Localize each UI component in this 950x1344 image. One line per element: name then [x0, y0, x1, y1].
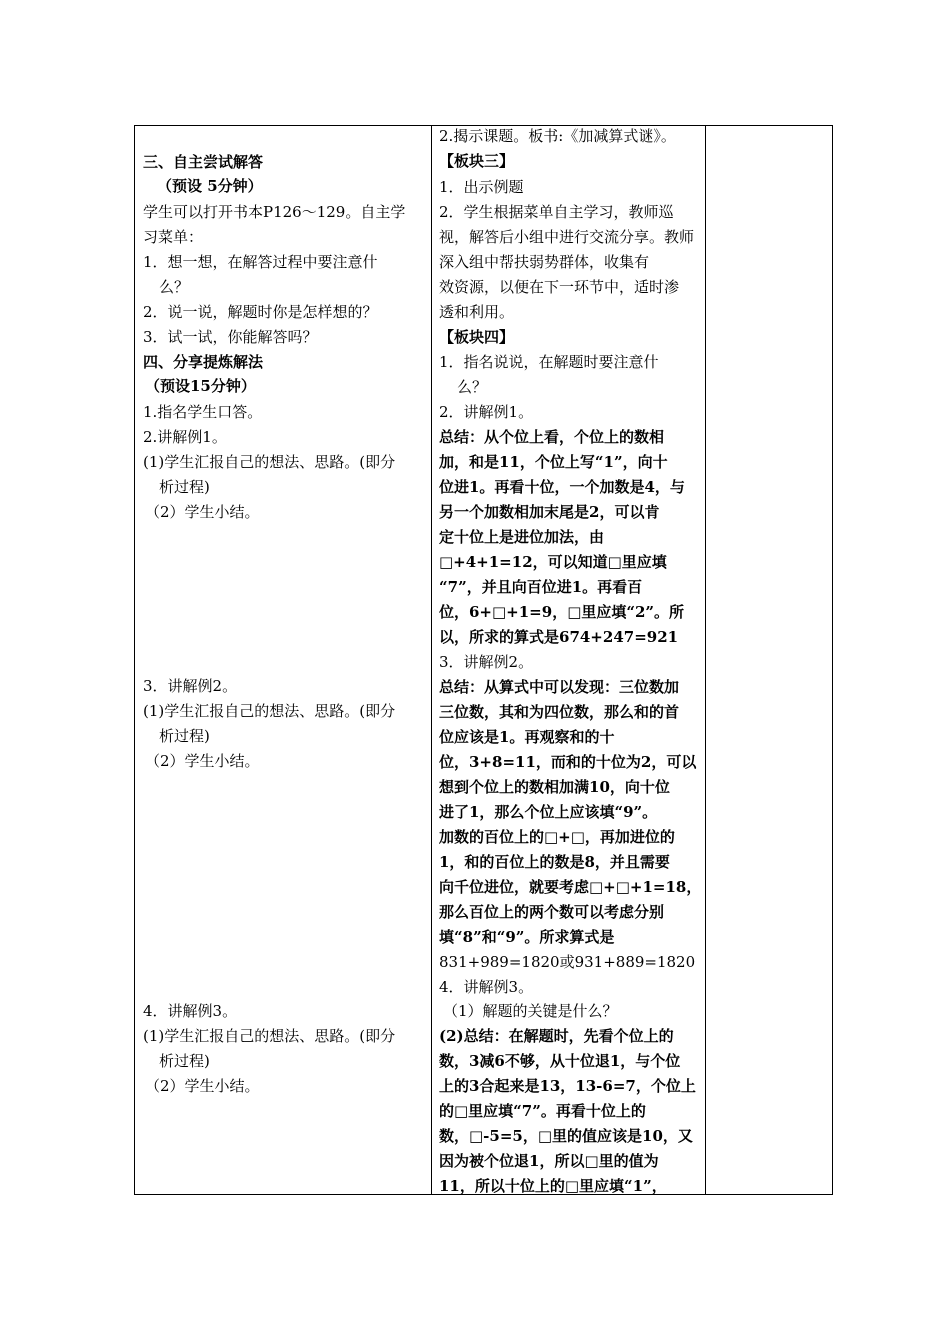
middle-column-line-3: 1．出示例题	[439, 178, 524, 196]
left-column-line-20: 4．讲解例3。	[143, 1002, 238, 1020]
left-column-line-10: （预设15分钟）	[145, 377, 256, 395]
middle-column-line-5: 视，解答后小组中进行交流分享。教师	[439, 228, 695, 246]
left-column-line-23: （2）学生小结。	[145, 1077, 260, 1095]
column-divider-2	[705, 126, 706, 1194]
middle-column-line-13: 总结：从个位上看，个位上的数相	[439, 428, 665, 446]
middle-column-line-12: 2．讲解例1。	[439, 403, 534, 421]
middle-column-line-21: 以，所求的算式是674+247=921	[439, 628, 679, 646]
middle-column-line-16: 另一个加数相加末尾是2，可以肯	[439, 503, 660, 521]
left-column-line-5: 1．想一想，在解答过程中要注意什	[143, 253, 378, 271]
middle-column-line-24: 三位数，其和为四位数，那么和的首	[439, 703, 680, 721]
middle-column-line-42: 因为被个位退1，所以□里的值为	[439, 1152, 659, 1170]
middle-column-line-23: 总结：从算式中可以发现：三位数加	[439, 678, 680, 696]
middle-column-line-38: 数，3减6不够，从十位退1，与个位	[439, 1052, 681, 1070]
middle-column-line-30: 1，和的百位上的数是8，并且需要	[439, 853, 670, 871]
middle-column-line-34: 831+989=1820或931+889=1820	[439, 953, 696, 971]
left-column-line-17: (1)学生汇报自己的想法、思路。(即分	[143, 702, 396, 720]
student-activity-column	[143, 126, 427, 1194]
middle-column-line-32: 那么百位上的两个数可以考虑分别	[439, 903, 665, 921]
middle-column-line-35: 4．讲解例3。	[439, 978, 534, 996]
middle-column-line-18: □+4+1=12，可以知道□里应填	[439, 553, 667, 571]
teacher-activity-column	[439, 126, 701, 1194]
middle-column-line-27: 想到个位上的数相加满10，向十位	[439, 778, 670, 796]
middle-column-line-36: （1）解题的关键是什么？	[443, 1002, 618, 1020]
middle-column-line-28: 进了1，那么个位上应该填“9”。	[439, 803, 658, 821]
middle-column-line-7: 效资源，以便在下一环节中，适时渗	[439, 278, 680, 296]
left-column-line-12: 2.讲解例1。	[143, 428, 227, 446]
middle-column-line-10: 1．指名说说，在解题时要注意什	[439, 353, 659, 371]
column-divider-1	[431, 126, 432, 1194]
middle-column-line-8: 透和利用。	[439, 303, 515, 321]
middle-column-line-26: 位，3+8=11，而和的十位为2，可以	[439, 753, 697, 771]
middle-column-line-22: 3．讲解例2。	[439, 653, 534, 671]
middle-column-line-17: 定十位上是进位加法，由	[439, 528, 605, 546]
left-column-line-7: 2．说一说，解题时你是怎样想的？	[143, 303, 378, 321]
middle-column-line-2: 【板块三】	[439, 152, 515, 170]
middle-column-line-41: 数，□-5=5，□里的值应该是10，又	[439, 1127, 693, 1145]
middle-column-line-4: 2．学生根据菜单自主学习，教师巡	[439, 203, 674, 221]
middle-column-line-11: 么？	[457, 378, 488, 396]
left-column-line-11: 1.指名学生口答。	[143, 403, 263, 421]
left-column-line-3: 学生可以打开书本P126～129。自主学	[143, 203, 406, 221]
left-column-line-21: (1)学生汇报自己的想法、思路。(即分	[143, 1027, 396, 1045]
middle-column-line-9: 【板块四】	[439, 328, 515, 346]
left-column-line-1: 三、自主尝试解答	[143, 153, 264, 171]
left-column-line-6: 么？	[159, 278, 190, 296]
left-column-line-2: （预设 5分钟）	[157, 177, 263, 195]
middle-column-line-40: 的□里应填“7”。再看十位上的	[439, 1102, 646, 1120]
left-column-line-9: 四、分享提炼解法	[143, 353, 264, 371]
left-column-line-15: （2）学生小结。	[145, 503, 260, 521]
middle-column-line-1: 2.揭示课题。板书:《加减算式谜》。	[439, 127, 676, 145]
left-column-line-16: 3．讲解例2。	[143, 677, 238, 695]
middle-column-line-43: 11，所以十位上的□里应填“1”，	[439, 1177, 667, 1195]
middle-column-line-33: 填“8”和“9”。所求算式是	[439, 928, 615, 946]
left-column-line-18: 析过程)	[159, 727, 210, 745]
middle-column-line-31: 向千位进位，就要考虑□+□+1=18，	[439, 878, 702, 896]
lesson-plan-table	[134, 125, 833, 1195]
left-column-line-22: 析过程)	[159, 1052, 210, 1070]
middle-column-line-29: 加数的百位上的□+□，再加进位的	[439, 828, 675, 846]
middle-column-line-39: 上的3合起来是13，13-6=7，个位上	[439, 1077, 696, 1095]
left-column-line-14: 析过程)	[159, 478, 210, 496]
middle-column-line-19: “7”，并且向百位进1。再看百	[439, 578, 643, 596]
middle-column-line-15: 位进1。再看十位，一个加数是4，与	[439, 478, 685, 496]
middle-column-line-6: 深入组中帮扶弱势群体，收集有	[439, 253, 650, 271]
left-column-line-19: （2）学生小结。	[145, 752, 260, 770]
left-column-line-13: (1)学生汇报自己的想法、思路。(即分	[143, 453, 396, 471]
left-column-line-4: 习菜单：	[143, 228, 204, 246]
middle-column-line-14: 加，和是11，个位上写“1”，向十	[439, 453, 668, 471]
left-column-line-8: 3．试一试，你能解答吗？	[143, 328, 318, 346]
middle-column-line-20: 位，6+□+1=9，□里应填“2”。所	[439, 603, 685, 621]
notes-column	[711, 126, 829, 1194]
middle-column-line-25: 位应该是1。再观察和的十	[439, 728, 615, 746]
middle-column-line-37: (2)总结：在解题时，先看个位上的	[439, 1027, 674, 1045]
